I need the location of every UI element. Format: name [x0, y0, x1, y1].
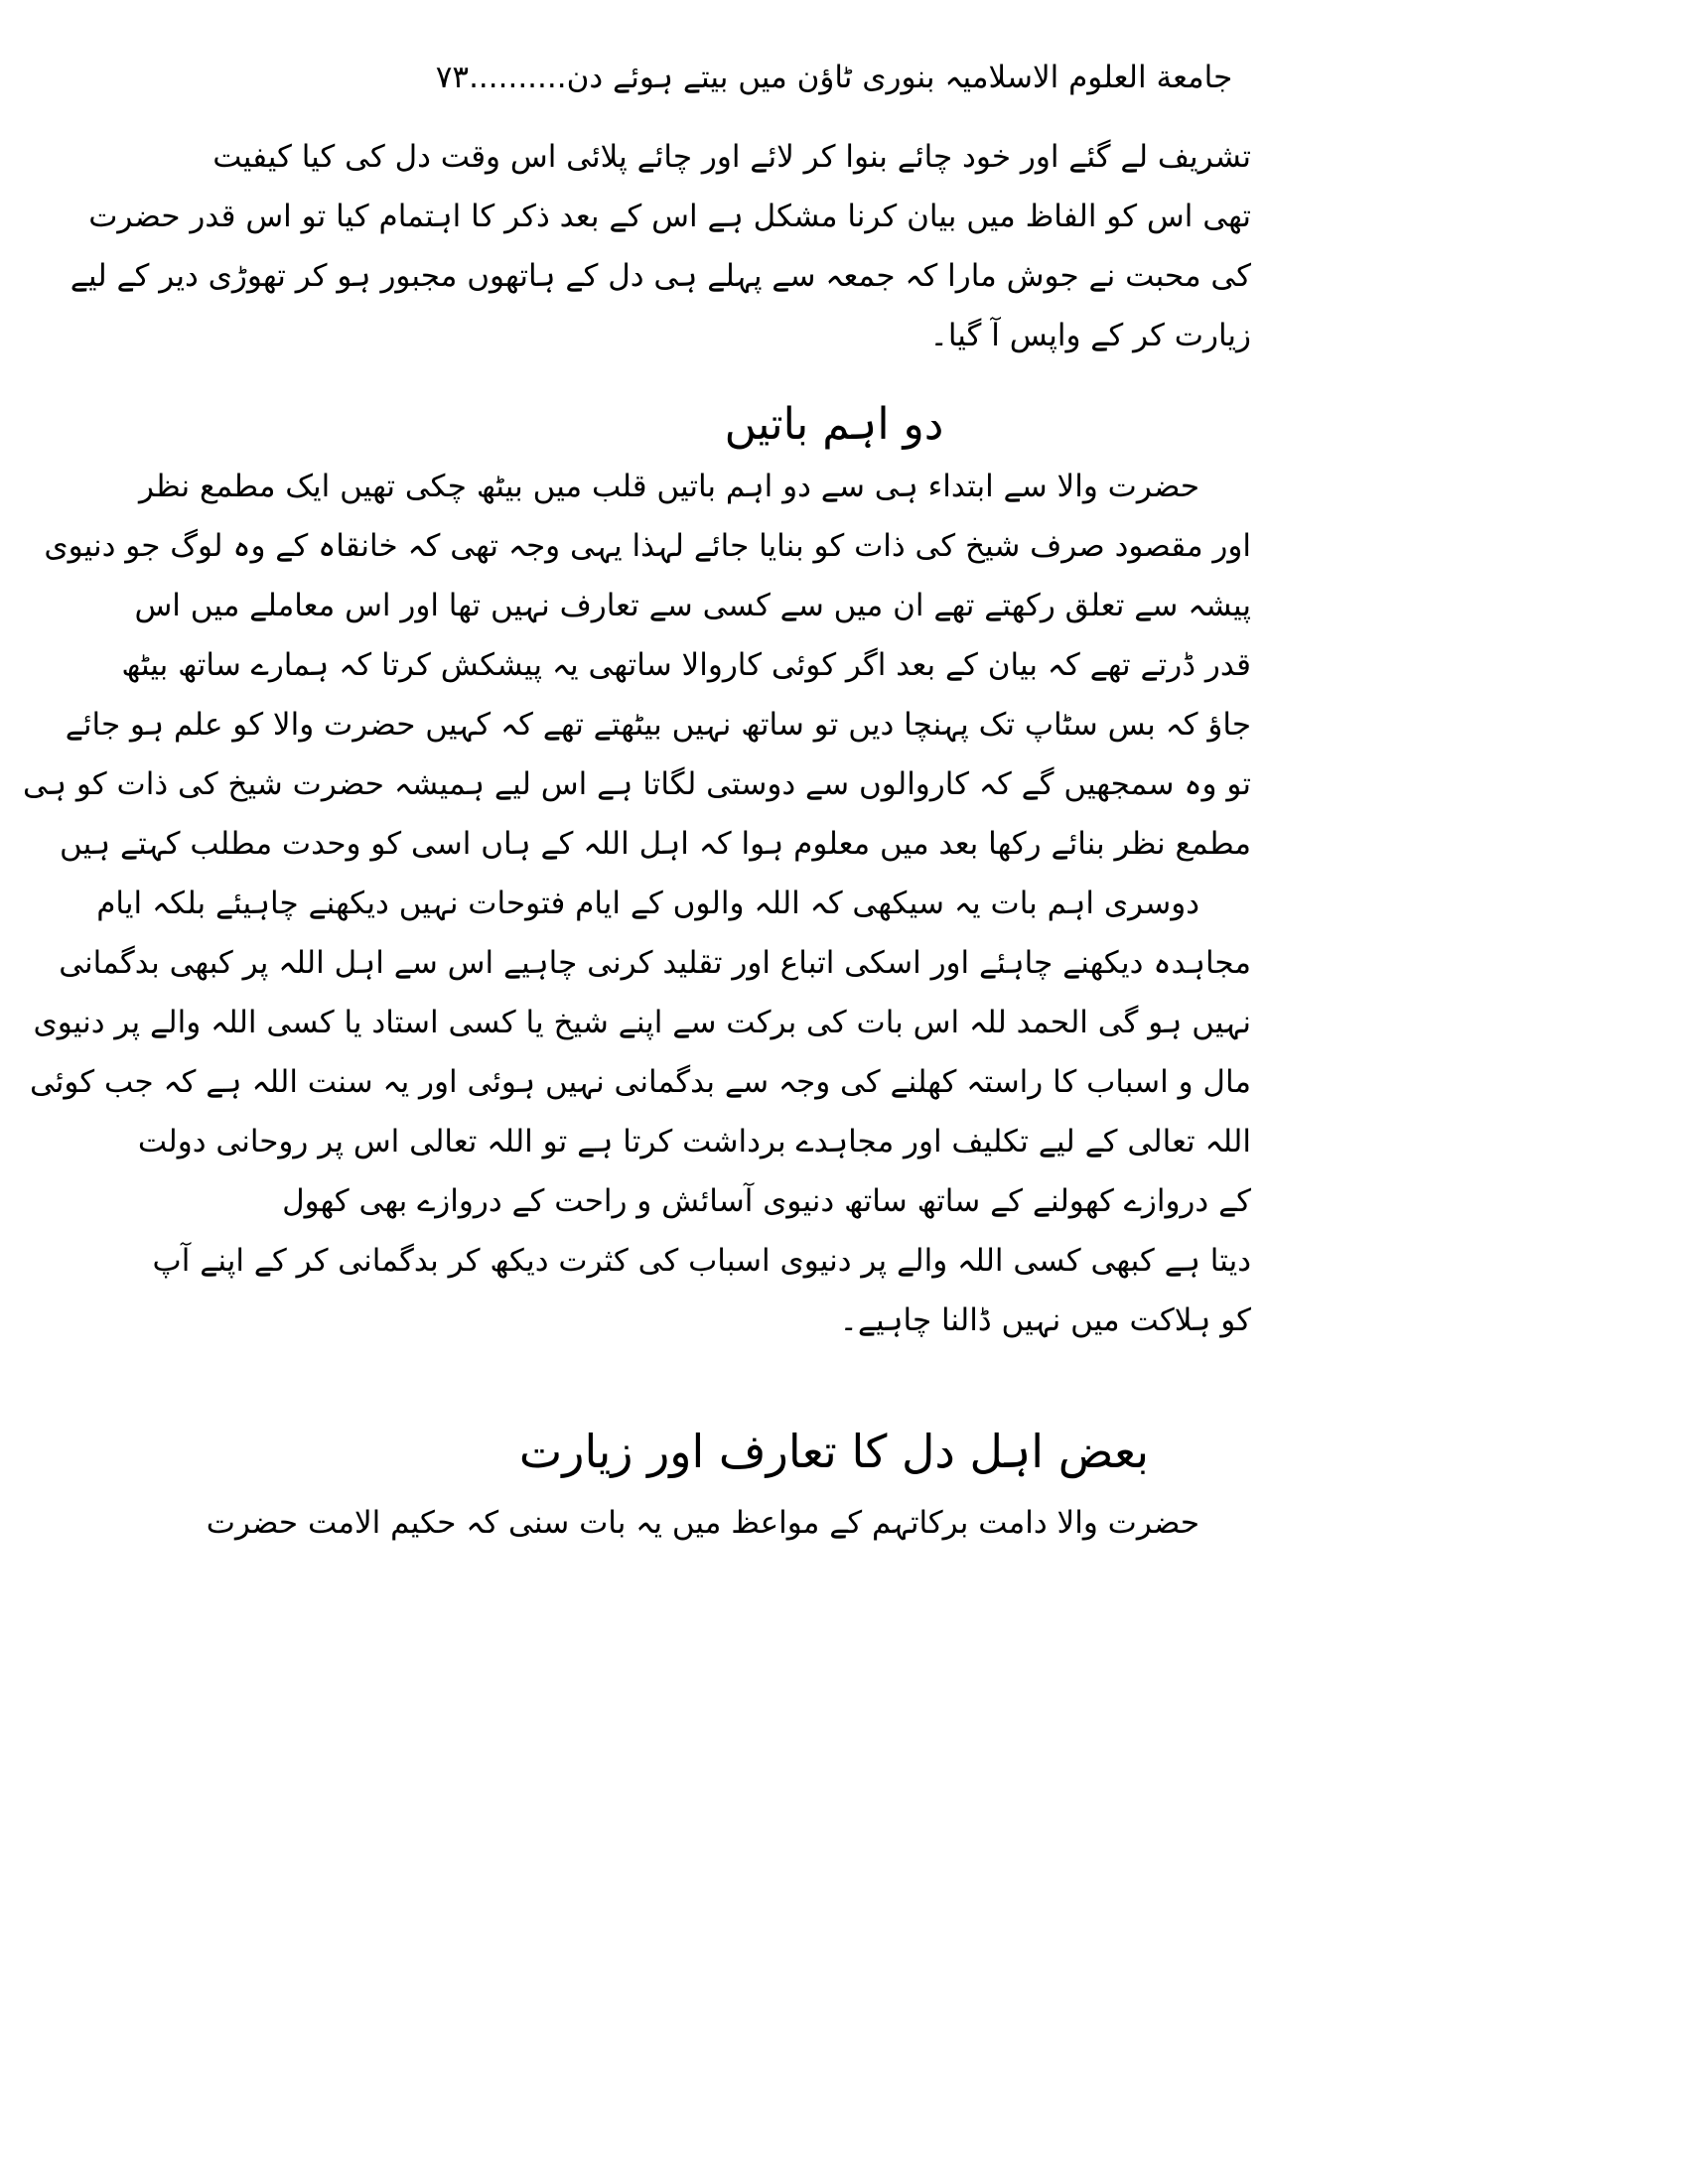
text-line: کو ہلاکت میں نہیں ڈالنا چاہیے۔	[839, 1302, 1251, 1338]
text-line: تشریف لے گئے اور خود چائے بنوا کر لائے اور چائے پلائی اس وقت دل کی کیا کیفیت	[212, 139, 1251, 175]
text-line: دیتا ہے کبھی کسی اللہ والے پر دنیوی اسباب کی کثرت دیکھ کر بدگمانی کر کے اپنے آپ	[152, 1243, 1251, 1279]
text-line: مال و اسباب کا راستہ کھلنے کی وجہ سے بدگمانی نہیں ہوئی اور یہ سنت اللہ ہے کہ جب کوئی	[29, 1064, 1251, 1100]
text-line: زیارت کر کے واپس آ گیا۔	[929, 318, 1251, 353]
text-line: اللہ تعالی کے لیے تکلیف اور مجاہدے برداشت کرتا ہے تو اللہ تعالی اس پر روحانی دولت	[137, 1124, 1251, 1160]
section-two-important-things	[23, 457, 1251, 1350]
section-introduction	[206, 1493, 1251, 1553]
section-heading-introduction: بعض اہل دل کا تعارف اور زیارت	[518, 1425, 1150, 1478]
text-line: مجاہدہ دیکھنے چاہئے اور اسکی اتباع اور تقلید کرنی چاہیے اس سے اہل اللہ پر کبھی بدگمانی	[59, 945, 1251, 981]
running-header: جامعة العلوم الاسلامیہ بنوری ٹاؤن میں بیتے ہوئے دن..........۷۳	[435, 60, 1233, 95]
text-line: حضرت والا سے ابتداء ہی سے دو اہم باتیں قلب میں بیٹھ چکی تھیں ایک مطمع نظر	[138, 469, 1199, 504]
text-line: قدر ڈرتے تھے کہ بیان کے بعد اگر کوئی کاروالا ساتھی یہ پیشکش کرتا کہ ہمارے ساتھ بیٹھ	[121, 647, 1251, 683]
text-line: دوسری اہم بات یہ سیکھی کہ اللہ والوں کے ایام فتوحات نہیں دیکھنے چاہیئے بلکہ ایام	[96, 886, 1199, 921]
paragraph-intro	[70, 127, 1251, 365]
section-heading-two-important-things: دو اہم باتیں	[724, 399, 944, 450]
text-line: کے دروازے کھولنے کے ساتھ ساتھ دنیوی آسائش و راحت کے دروازے بھی کھول	[282, 1183, 1251, 1219]
text-line: تھی اس کو الفاظ میں بیان کرنا مشکل ہے اس کے بعد ذکر کا اہتمام کیا تو اس قدر حضرت	[88, 199, 1251, 234]
text-line: کی محبت نے جوش مارا کہ جمعہ سے پہلے ہی دل کے ہاتھوں مجبور ہو کر تھوڑی دیر کے لیے	[70, 258, 1251, 294]
text-line: مطمع نظر بنائے رکھا بعد میں معلوم ہوا کہ اہل اللہ کے ہاں اسی کو وحدت مطلب کہتے ہیں	[60, 826, 1251, 862]
text-line: نہیں ہو گی الحمد للہ اس بات کی برکت سے اپنے شیخ یا کسی استاد یا کسی اللہ والے پر دنیوی	[33, 1005, 1251, 1040]
text-line: حضرت والا دامت برکاتہم کے مواعظ میں یہ بات سنی کہ حکیم الامت حضرت	[206, 1505, 1199, 1541]
text-line: تو وہ سمجھیں گے کہ کاروالوں سے دوستی لگاتا ہے اس لیے ہمیشہ حضرت شیخ کی ذات کو ہی	[23, 766, 1251, 802]
text-line: اور مقصود صرف شیخ کی ذات کو بنایا جائے لہذا یہی وجہ تھی کہ خانقاہ کے وہ لوگ جو دنیوی	[44, 528, 1251, 564]
text-line: پیشہ سے تعلق رکھتے تھے ان میں سے کسی سے تعارف نہیں تھا اور اس معاملے میں اس	[134, 588, 1251, 623]
text-line: جاؤ کہ بس سٹاپ تک پہنچا دیں تو ساتھ نہیں بیٹھتے تھے کہ کہیں حضرت والا کو علم ہو جائے	[65, 707, 1251, 743]
